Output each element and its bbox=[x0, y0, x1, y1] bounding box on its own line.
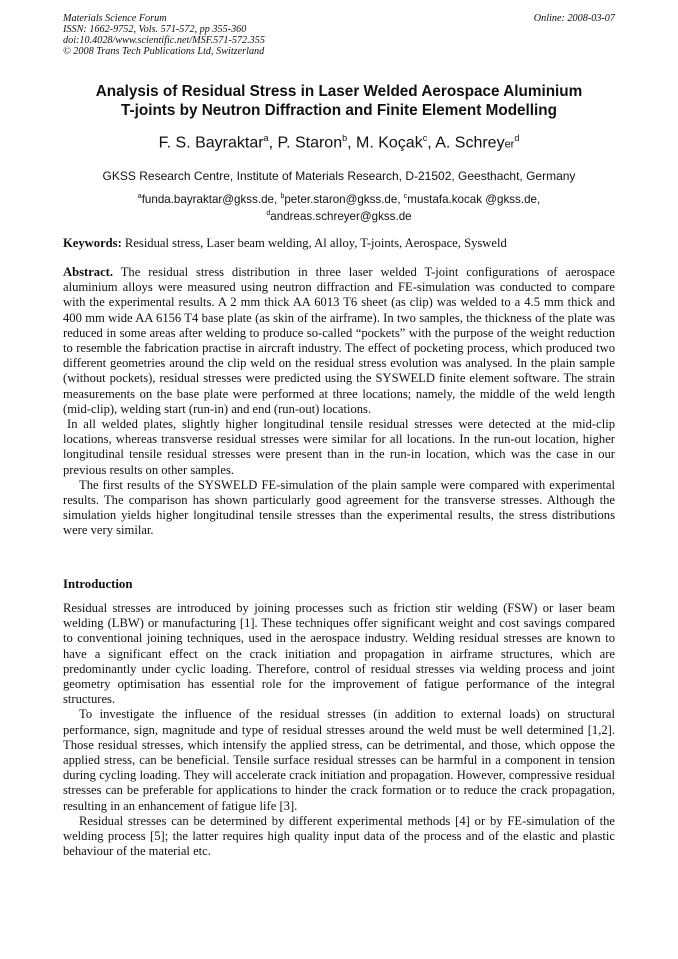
abstract-label: Abstract. bbox=[63, 265, 114, 279]
email-link[interactable]: funda.bayraktar@gkss.de, bbox=[141, 192, 278, 206]
email-sup: b bbox=[280, 193, 285, 200]
intro-paragraph: Residual stresses are introduced by joining processes such as friction stir welding (FSW) or laser beam welding (LBW) or manufacturing [1]. These techniques offer significant weight and cost savings compared to conventional joining techniques, used in the aerospace industry. Welding residual stresses are known to have a significant effect on the crack initiation and propagation in airframe structures, which are predominantly under cyclic loading. Therefore, control of residual stresses via welding process and joint geometry optimisation has essential role for the improvement of fatigue performance of the integral structures. bbox=[63, 601, 615, 707]
online-date: Online: 2008-03-07 bbox=[533, 13, 615, 24]
email-sup: a bbox=[137, 193, 142, 200]
intro-paragraph: Residual stresses can be determined by different experimental methods [4] or by FE-simulation of the welding process [5]; the latter requires high quality input data of the process and of the elastic and plastic behaviour of the material etc. bbox=[63, 813, 615, 859]
author-name: F. S. Bayraktar bbox=[158, 134, 264, 152]
author-name-tail: er bbox=[504, 138, 515, 151]
abstract-paragraph: The first results of the SYSWELD FE-simulation of the plain sample were compared with experimental results. The comparison has shown particularly good agreement for the transverse stresses. Although the simulation yields higher longitudinal tensile stresses than the experimental results, the stress distributions were very similar. bbox=[63, 477, 615, 538]
keywords-text: Residual stress, Laser beam welding, Al alloy, T-joints, Aerospace, Sysweld bbox=[124, 236, 507, 250]
author-sup: c bbox=[422, 133, 428, 143]
title-line-2: T-joints by Neutron Diffraction and Finite Element Modelling bbox=[121, 101, 557, 119]
section-heading: Introduction bbox=[63, 577, 133, 591]
author-sup: b bbox=[342, 133, 348, 143]
journal-name: Materials Science Forum bbox=[63, 13, 167, 24]
author-name: P. Staron bbox=[277, 134, 343, 152]
keywords bbox=[63, 236, 615, 251]
journal-doi: doi:10.4028/www.scientific.net/MSF.571-572.355 bbox=[63, 35, 265, 46]
author-emails bbox=[63, 190, 615, 225]
paper-title bbox=[63, 83, 615, 120]
introduction-section bbox=[63, 601, 615, 859]
keywords-label: Keywords: bbox=[63, 236, 122, 250]
email-link[interactable]: andreas.schreyer@gkss.de bbox=[270, 210, 412, 224]
abstract-paragraph: In all welded plates, slightly higher longitudinal tensile residual stresses were detected at the mid-clip locations, whereas transverse residual stresses were similar for all locations. In the run-out location, higher longitudinal tensile residual stresses were present than in the run-in location, which was the case in our previous results on other samples. bbox=[63, 417, 615, 477]
affiliation: GKSS Research Centre, Institute of Materials Research, D-21502, Geesthacht, Germany bbox=[102, 169, 576, 183]
author-list: F. S. Bayraktar$^a$, P. Staron$^b$, M. Koçak$^c$, A. Schreyer$^d$ bbox=[158, 133, 520, 152]
author-name: A. Schrey bbox=[435, 134, 505, 152]
journal-header bbox=[63, 13, 615, 57]
author-name: M. Koçak bbox=[356, 134, 423, 152]
email-sup: c bbox=[403, 193, 408, 200]
email-link[interactable]: peter.staron@gkss.de, bbox=[284, 192, 401, 206]
author-sup: d bbox=[514, 133, 520, 143]
abstract-paragraph bbox=[63, 265, 615, 417]
abstract-text: The residual stress distribution in three laser welded T-joint configurations of aerospace aluminium alloys were measured using neutron diffraction and FE-simulation was conducted to compare with the experimental results. A 2 mm thick AA 6013 T6 sheet (as clip) was welded to a 4.5 mm thick and 400 mm wide AA 6156 T4 base plate (as skin of the airframe). In two samples, the thickness of the plate was reduced in some areas after welding to produce so-called “pockets” with the purpose of the weight reduction to resemble the fabrication practise in aircraft industry. The effect of pocketing process, which produced two different geometries around the clip weld on the residual stress evolution was analysed. In the plain sample (without pockets), residual stresses were predicted using the SYSWELD finite element software. The strain measurements on the base plate were performed at three locations; namely, the middle of the weld length (mid-clip), welding start (run-in) and end (run-out) locations. bbox=[63, 265, 615, 416]
email-link[interactable]: mustafa.kocak @gkss.de, bbox=[407, 192, 541, 206]
journal-copyright: © 2008 Trans Tech Publications Ltd, Switzerland bbox=[63, 46, 265, 57]
email-sup: d bbox=[266, 210, 271, 218]
title-line-1: Analysis of Residual Stress in Laser Welded Aerospace Aluminium bbox=[95, 83, 583, 100]
abstract-section bbox=[63, 265, 615, 539]
author-sup: a bbox=[263, 133, 269, 143]
journal-issn: ISSN: 1662-9752, Vols. 571-572, pp 355-360 bbox=[63, 24, 247, 35]
intro-paragraph: To investigate the influence of the residual stresses (in addition to external loads) on structural performance, sign, magnitude and type of residual stresses around the weld must be well determined [1,2]. Those residual stresses, which intensify the applied stress, can be detrimental, and those, which oppose the applied stress, can be beneficial. Tensile surface residual stresses can be harmful in a component in tension during cycling loading. They will accelerate crack initiation and propagation. However, compressive residual stresses can be preferable for applications to hinder the crack formation or to reduce the crack propagation, resulting in an enhancement of fatigue life [3]. bbox=[63, 707, 615, 813]
